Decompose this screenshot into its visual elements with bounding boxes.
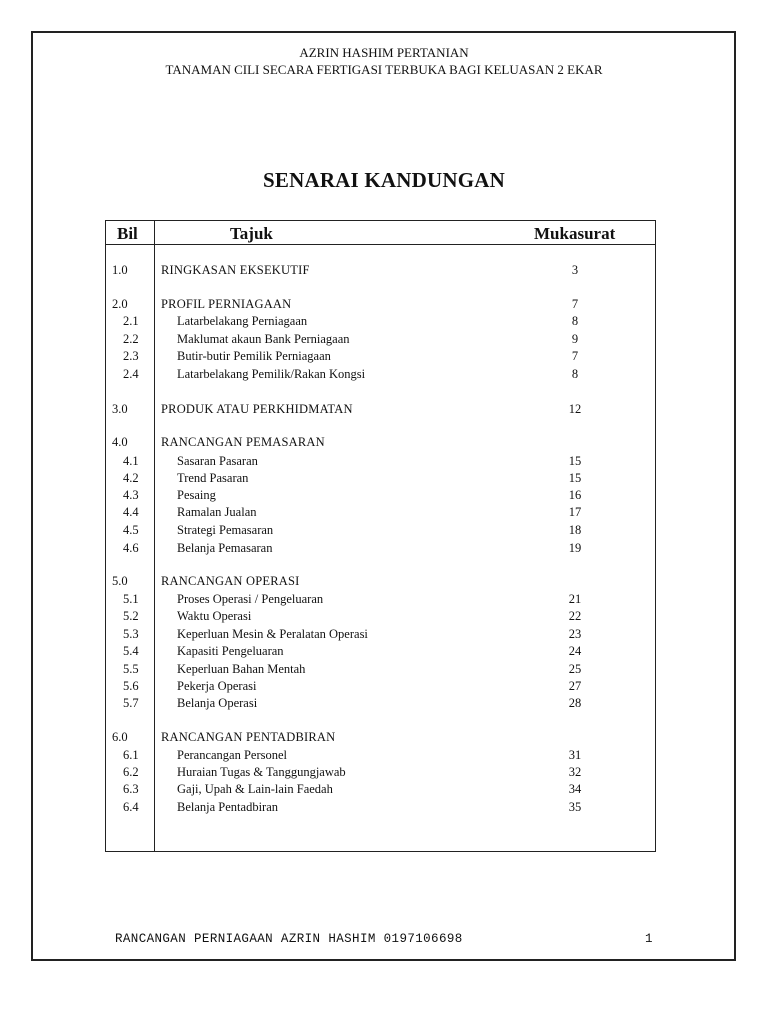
row-title: RINGKASAN EKSEKUTIF [161, 263, 310, 277]
row-number: 4.4 [123, 505, 139, 519]
row-title: Keperluan Bahan Mentah [177, 662, 306, 676]
row-page: 34 [568, 782, 582, 796]
row-title: Waktu Operasi [177, 609, 252, 623]
row-number: 4.5 [123, 523, 139, 537]
table-row [0, 799, 768, 816]
table-row [0, 591, 768, 608]
row-number: 2.3 [123, 349, 139, 363]
table-row [0, 643, 768, 660]
row-page: 28 [568, 696, 582, 710]
row-page: 27 [568, 679, 582, 693]
row-title: PRODUK ATAU PERKHIDMATAN [161, 402, 353, 416]
table-row [0, 573, 768, 590]
row-title: Ramalan Jualan [177, 505, 257, 519]
row-number: 4.2 [123, 471, 139, 485]
row-title: Belanja Pentadbiran [177, 800, 279, 814]
row-page: 17 [568, 505, 582, 519]
table-row [0, 504, 768, 521]
table-row [0, 678, 768, 695]
table-row [0, 522, 768, 539]
row-title: Butir-butir Pemilik Perniagaan [177, 349, 331, 363]
row-number: 4.3 [123, 488, 139, 502]
row-page: 16 [568, 488, 582, 502]
table-row [0, 262, 768, 279]
row-title: PROFIL PERNIAGAAN [161, 297, 292, 311]
table-row [0, 661, 768, 678]
header-subtitle: TANAMAN CILI SECARA FERTIGASI TERBUKA BAGI KELUASAN 2 EKAR [165, 62, 603, 77]
table-row [0, 781, 768, 798]
row-page: 23 [568, 627, 582, 641]
row-title: Pekerja Operasi [177, 679, 257, 693]
row-number: 2.1 [123, 314, 139, 328]
row-title: Belanja Pemasaran [177, 541, 273, 555]
row-page: 31 [568, 748, 582, 762]
header-divider [105, 244, 656, 245]
row-page: 15 [568, 454, 582, 468]
row-number: 2.4 [123, 367, 139, 381]
column-header-mukasurat: Mukasurat [534, 224, 616, 243]
row-title: Sasaran Pasaran [177, 454, 258, 468]
table-row [0, 366, 768, 383]
table-row [0, 434, 768, 451]
row-title: Gaji, Upah & Lain-lain Faedah [177, 782, 333, 796]
table-row [0, 331, 768, 348]
row-page: 12 [568, 402, 582, 416]
table-row [0, 487, 768, 504]
row-number: 6.0 [112, 730, 128, 744]
page-title: SENARAI KANDUNGAN [263, 168, 505, 192]
row-number: 6.3 [123, 782, 139, 796]
row-title: Proses Operasi / Pengeluaran [177, 592, 324, 606]
table-row [0, 401, 768, 418]
row-title: Huraian Tugas & Tanggungjawab [177, 765, 346, 779]
row-number: 6.4 [123, 800, 139, 814]
row-number: 4.1 [123, 454, 139, 468]
table-row [0, 453, 768, 470]
footer-page-number: 1 [645, 932, 653, 946]
row-title: RANCANGAN PENTADBIRAN [161, 730, 336, 744]
row-title: Belanja Operasi [177, 696, 258, 710]
header-company: AZRIN HASHIM PERTANIAN [299, 45, 469, 60]
row-title: Kapasiti Pengeluaran [177, 644, 284, 658]
row-page: 3 [571, 263, 579, 277]
row-number: 4.0 [112, 435, 128, 449]
row-page: 7 [571, 297, 579, 311]
row-number: 6.2 [123, 765, 139, 779]
row-page: 9 [571, 332, 579, 346]
column-header-tajuk: Tajuk [230, 224, 273, 243]
row-title: Perancangan Personel [177, 748, 288, 762]
footer-text: RANCANGAN PERNIAGAAN AZRIN HASHIM 0197106698 [115, 932, 463, 946]
row-number: 5.2 [123, 609, 139, 623]
row-page: 21 [568, 592, 582, 606]
row-number: 5.6 [123, 679, 139, 693]
row-number: 4.6 [123, 541, 139, 555]
row-page: 7 [571, 349, 579, 363]
row-number: 3.0 [112, 402, 128, 416]
row-number: 1.0 [112, 263, 128, 277]
table-row [0, 540, 768, 557]
row-number: 6.1 [123, 748, 139, 762]
row-page: 15 [568, 471, 582, 485]
table-row [0, 296, 768, 313]
row-title: Latarbelakang Pemilik/Rakan Kongsi [177, 367, 366, 381]
row-number: 5.4 [123, 644, 139, 658]
row-page: 22 [568, 609, 582, 623]
table-row [0, 470, 768, 487]
column-header-bil: Bil [117, 224, 138, 243]
row-title: Pesaing [177, 488, 216, 502]
table-row [0, 695, 768, 712]
row-page: 18 [568, 523, 582, 537]
table-row [0, 626, 768, 643]
table-row [0, 747, 768, 764]
row-title: Maklumat akaun Bank Perniagaan [177, 332, 350, 346]
row-number: 5.1 [123, 592, 139, 606]
row-number: 5.5 [123, 662, 139, 676]
row-title: Latarbelakang Perniagaan [177, 314, 308, 328]
table-row [0, 313, 768, 330]
row-title: Strategi Pemasaran [177, 523, 274, 537]
table-row [0, 764, 768, 781]
row-number: 2.0 [112, 297, 128, 311]
row-page: 8 [571, 367, 579, 381]
row-page: 19 [568, 541, 582, 555]
row-number: 2.2 [123, 332, 139, 346]
row-title: Keperluan Mesin & Peralatan Operasi [177, 627, 368, 641]
row-title: RANCANGAN PEMASARAN [161, 435, 325, 449]
table-row [0, 729, 768, 746]
row-page: 25 [568, 662, 582, 676]
row-number: 5.0 [112, 574, 128, 588]
row-title: Trend Pasaran [177, 471, 249, 485]
row-number: 5.7 [123, 696, 139, 710]
row-page: 24 [568, 644, 582, 658]
row-title: RANCANGAN OPERASI [161, 574, 300, 588]
table-row [0, 608, 768, 625]
row-page: 35 [568, 800, 582, 814]
row-number: 5.3 [123, 627, 139, 641]
row-page: 32 [568, 765, 582, 779]
table-row [0, 348, 768, 365]
row-page: 8 [571, 314, 579, 328]
